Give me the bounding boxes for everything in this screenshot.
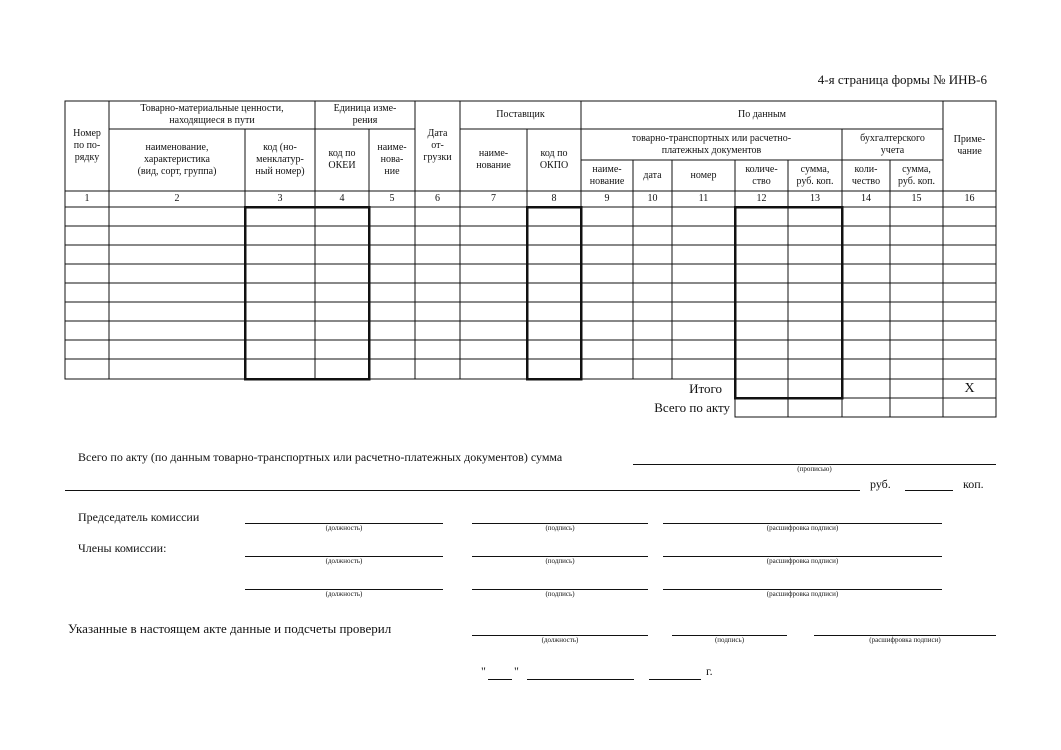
date-quote-open: " (481, 664, 486, 678)
column-number: 9 (604, 193, 610, 204)
header-row-number: Номер по по- рядку (73, 128, 101, 163)
header-note: Приме- чание (953, 134, 986, 157)
header-by-data-group: По данным (738, 109, 786, 120)
kop-label: коп. (963, 477, 984, 491)
column-number: 11 (698, 193, 709, 204)
date-month-line[interactable] (527, 679, 634, 680)
signature-caption: (подпись) (545, 590, 575, 598)
date-day-line[interactable] (488, 679, 512, 680)
sum-words-line-2[interactable] (65, 490, 860, 491)
chairman-label: Председатель комиссии (78, 510, 200, 524)
header-unit-code: код по ОКЕИ (328, 148, 356, 171)
column-number: 4 (339, 193, 345, 204)
column-number: 8 (551, 193, 557, 204)
header-accounting-group: бухгалтерского учета (860, 132, 925, 156)
column-number: 5 (389, 193, 395, 204)
column-number: 6 (435, 193, 440, 204)
total-label: Итого (689, 381, 722, 396)
header-doc-sum: сумма, руб. коп. (796, 163, 834, 187)
header-doc-qty: количе- ство (745, 163, 778, 187)
header-goods-name: наименование, характеристика (вид, сорт, группа) (137, 142, 217, 177)
column-number: 16 (964, 193, 975, 204)
decode-caption: (расшифровка подписи) (869, 636, 941, 644)
column-number: 1 (84, 193, 90, 204)
kop-line[interactable] (905, 490, 953, 491)
header-supplier-code: код по ОКПО (539, 148, 569, 171)
column-number: 13 (810, 193, 820, 204)
signature-caption: (подпись) (714, 636, 745, 644)
column-number: 2 (174, 193, 180, 204)
header-doc-name: наиме- нование (589, 163, 625, 187)
signature-caption: (подпись) (545, 557, 575, 565)
position-caption: (должность) (325, 524, 363, 532)
column-number: 10 (647, 193, 658, 204)
year-suffix: г. (706, 664, 713, 678)
date-quote-close: " (514, 664, 519, 678)
position-caption: (должность) (325, 590, 363, 598)
decode-caption: (расшифровка подписи) (766, 524, 839, 532)
summary-sum-label: Всего по акту (по данным товарно-транспортных или расчетно-платежных документов) сумма (78, 450, 563, 464)
position-caption: (должность) (541, 636, 579, 644)
header-supplier-name: наиме- нование (476, 148, 511, 171)
propisyu-caption: (прописью) (797, 465, 832, 473)
column-number: 3 (277, 193, 283, 204)
header-unit-name: наиме- нова- ние (377, 142, 407, 177)
column-number: 12 (756, 193, 767, 204)
header-goods-group: Товарно-материальные ценности, находящиеся в пути (140, 103, 284, 126)
date-year-line[interactable] (649, 679, 701, 680)
decode-caption: (расшифровка подписи) (766, 590, 839, 598)
signature-caption: (подпись) (545, 524, 575, 532)
column-number: 14 (861, 193, 871, 204)
decode-caption: (расшифровка подписи) (766, 557, 839, 565)
header-ship-date: Дата от- грузки (423, 128, 452, 163)
header-acc-sum: сумма, руб. коп. (897, 163, 936, 187)
header-doc-date: дата (643, 169, 662, 181)
header-goods-code: код (но- менклатур- ный номер) (255, 142, 305, 177)
grand-total-label: Всего по акту (654, 400, 730, 415)
header-acc-qty: коли- чество (851, 163, 881, 187)
header-doc-number: номер (690, 169, 717, 181)
position-caption: (должность) (325, 557, 363, 565)
header-unit-group: Единица изме- рения (333, 103, 397, 126)
header-supplier-group: Поставщик (496, 109, 545, 120)
page-title: 4-я страница формы № ИНВ-6 (817, 72, 987, 87)
members-label: Члены комиссии: (78, 541, 167, 555)
column-number: 15 (911, 193, 922, 204)
total-note-mark: Х (964, 380, 975, 396)
checked-by-label: Указанные в настоящем акте данные и подсчеты проверил (68, 621, 392, 636)
header-transport-docs: товарно-транспортных или расчетно- платежных документов (631, 132, 792, 156)
rub-label: руб. (870, 477, 891, 491)
column-number: 7 (491, 193, 496, 204)
